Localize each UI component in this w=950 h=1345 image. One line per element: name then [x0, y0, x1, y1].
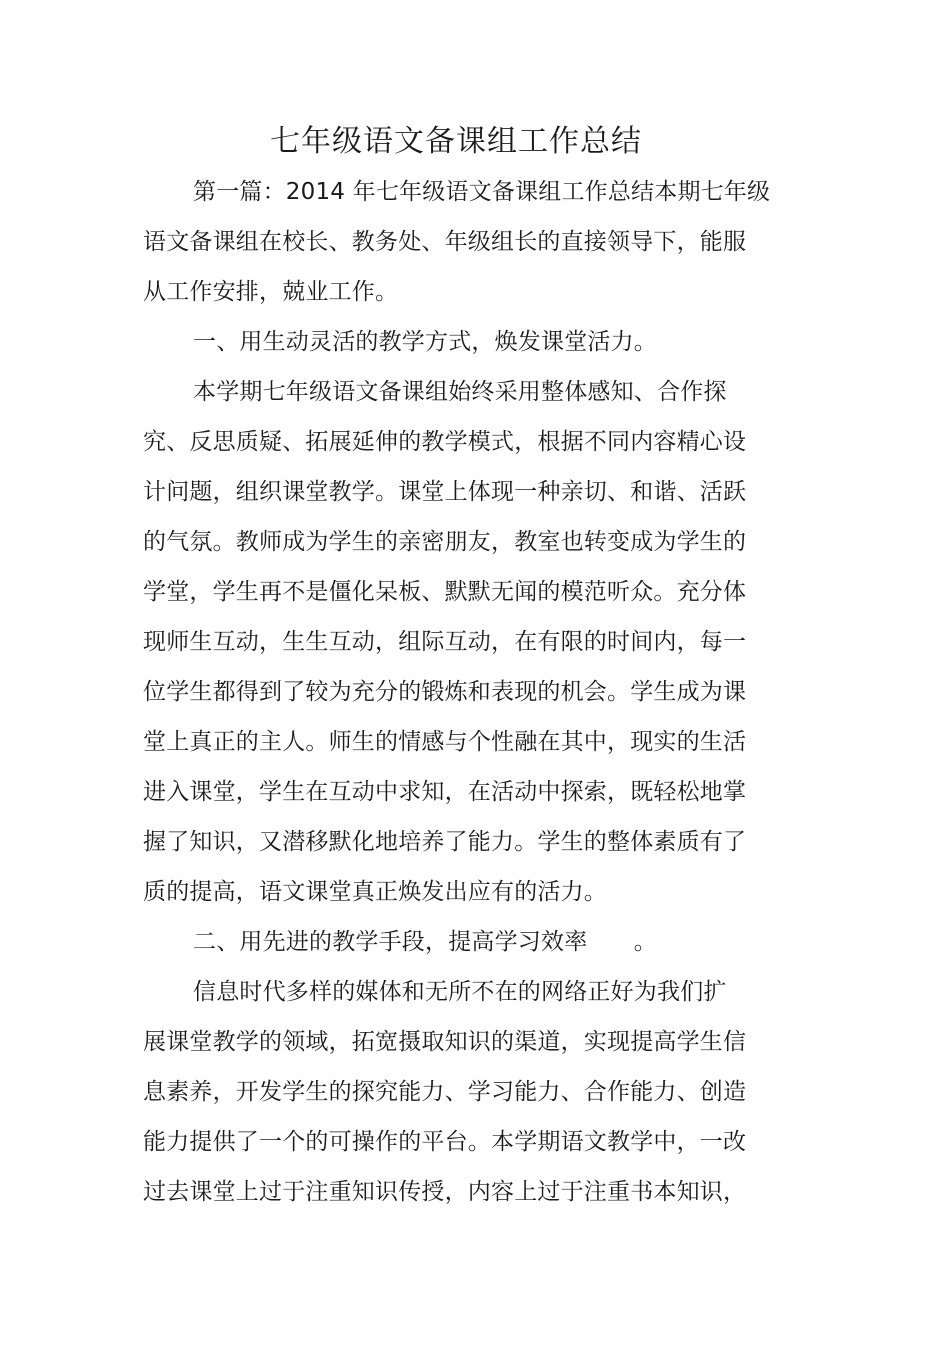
text-line: 的气氛。教师成为学生的亲密朋友，教室也转变成为学生的: [143, 529, 747, 555]
text-line: 展课堂教学的领域，拓宽摄取知识的渠道，实现提高学生信: [143, 1029, 747, 1055]
text-line: 息素养，开发学生的探究能力、学习能力、合作能力、创造: [143, 1079, 747, 1105]
text-line: 本学期七年级语文备课组始终采用整体感知、合作探: [193, 379, 727, 405]
text-line: 能力提供了一个的可操作的平台。本学期语文教学中，一改: [143, 1129, 747, 1155]
text-line: 究、反思质疑、拓展延伸的教学模式，根据不同内容精心设: [143, 429, 747, 455]
text-line: 第一篇：2014 年七年级语文备课组工作总结本期七年级: [193, 179, 771, 205]
section-heading: 一、用生动灵活的教学方式，焕发课堂活力。: [193, 329, 657, 355]
document-title: 七年级语文备课组工作总结: [270, 124, 642, 159]
text-line: 质的提高，语文课堂真正焕发出应有的活力。: [143, 879, 607, 905]
text-line: 信息时代多样的媒体和无所不在的网络正好为我们扩: [193, 979, 727, 1005]
text-line: 过去课堂上过于注重知识传授，内容上过于注重书本知识，: [143, 1179, 747, 1205]
text-line: 位学生都得到了较为充分的锻炼和表现的机会。学生成为课: [143, 679, 747, 705]
text-line: 进入课堂，学生在互动中求知，在活动中探索，既轻松地掌: [143, 779, 747, 805]
text-line: 现师生互动，生生互动，组际互动，在有限的时间内，每一: [143, 629, 747, 655]
text-line: 堂上真正的主人。师生的情感与个性融在其中，现实的生活: [143, 729, 747, 755]
text-line: 计问题，组织课堂教学。课堂上体现一种亲切、和谐、活跃: [143, 479, 747, 505]
text-line: 从工作安排，兢业工作。: [143, 279, 399, 305]
text-line: 握了知识，又潜移默化地培养了能力。学生的整体素质有了: [143, 829, 747, 855]
section-heading: 二、用先进的教学手段，提高学习效率 。: [193, 929, 657, 955]
text-line: 语文备课组在校长、教务处、年级组长的直接领导下，能服: [143, 229, 747, 255]
text-line: 学堂，学生再不是僵化呆板、默默无闻的模范听众。充分体: [143, 579, 747, 605]
